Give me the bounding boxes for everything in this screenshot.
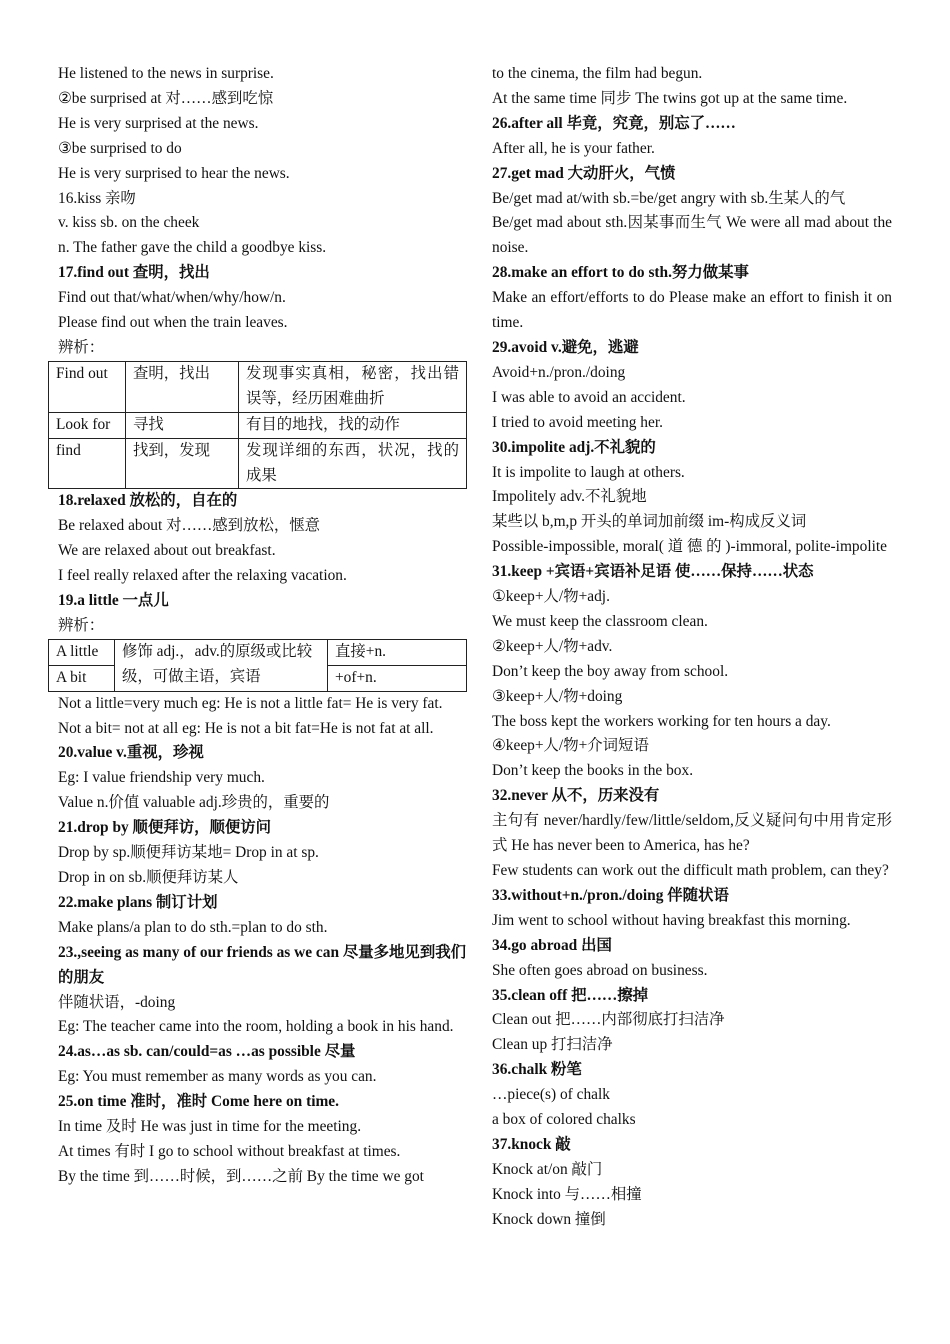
text-line: 伴随状语，-doing bbox=[58, 993, 176, 1011]
table-cell: 查明，找出 bbox=[126, 361, 239, 412]
text-line: Clean up 打扫洁净 bbox=[492, 1036, 613, 1054]
text-line: Value n.价值 valuable adj.珍贵的，重要的 bbox=[58, 794, 330, 812]
table-cell: 修饰 adj.，adv.的原级或比较级，可做主语，宾语 bbox=[115, 639, 328, 691]
text-line: ①keep+人/物+adj. bbox=[492, 588, 610, 606]
text-line: Make plans/a plan to do sth.=plan to do sth. bbox=[58, 918, 328, 936]
text-line: By the time 到……时候，到……之前 By the time we got bbox=[58, 1167, 424, 1185]
text-line: We must keep the classroom clean. bbox=[492, 612, 708, 630]
text-line: 16.kiss 亲吻 bbox=[58, 189, 136, 207]
section-heading: 17.find out 查明，找出 bbox=[58, 264, 210, 282]
section-heading: 19.a little 一点儿 bbox=[58, 592, 169, 610]
section-heading: 28.make an effort to do sth.努力做某事 bbox=[492, 264, 749, 282]
text-line: Don’t keep the boy away from school. bbox=[492, 662, 729, 680]
section-heading: 32.never 从不，历来没有 bbox=[492, 787, 660, 805]
text-line: Clean out 把……内部彻底打扫洁净 bbox=[492, 1011, 725, 1029]
text-line: Impolitely adv.不礼貌地 bbox=[492, 488, 647, 506]
text-line: Eg: I value friendship very much. bbox=[58, 769, 265, 787]
text-line: Eg: You must remember as many words as you can. bbox=[58, 1068, 377, 1086]
section-heading: 26.after all 毕竟，究竟，别忘了…… bbox=[492, 114, 736, 132]
table-cell: Look for bbox=[49, 412, 126, 438]
section-heading: 29.avoid v.避免，逃避 bbox=[492, 338, 639, 356]
text-line: At the same time 同步 The twins got up at the same time. bbox=[492, 89, 848, 107]
table-cell: 发现事实真相，秘密，找出错误等，经历困难曲折 bbox=[239, 361, 467, 412]
table-row bbox=[49, 361, 467, 412]
text-line: …piece(s) of chalk bbox=[492, 1086, 610, 1104]
text-line: Not a bit= not at all eg: He is not a bit fat=He is not fat at all. bbox=[58, 719, 434, 737]
text-line: ③keep+人/物+doing bbox=[492, 687, 623, 705]
text-line: The boss kept the workers working for ten hours a day. bbox=[492, 712, 831, 730]
text-line: We are relaxed about out breakfast. bbox=[58, 542, 276, 560]
table-cell: 寻找 bbox=[126, 412, 239, 438]
section-heading: 22.make plans 制订计划 bbox=[58, 893, 218, 911]
left-column bbox=[58, 62, 466, 1190]
section-heading: 20.value v.重视，珍视 bbox=[58, 744, 204, 762]
text-line: ②be surprised at 对……感到吃惊 bbox=[58, 89, 274, 107]
table-cell: find bbox=[49, 438, 126, 489]
section-heading: 27.get mad 大动肝火，气愤 bbox=[492, 164, 676, 182]
text-line: He is very surprised to hear the news. bbox=[58, 164, 290, 182]
section-heading: 24.as…as sb. can/could=as …as possible 尽量 bbox=[58, 1043, 356, 1061]
section-heading: 31.keep +宾语+宾语补足语 使……保持……状态 bbox=[492, 563, 814, 581]
text-line: Jim went to school without having breakfast this morning. bbox=[492, 911, 851, 929]
text-line: Not a little=very much eg: He is not a little fat= He is very fat. bbox=[58, 694, 443, 712]
text-line: 辨析： bbox=[58, 338, 105, 356]
table-row bbox=[49, 438, 467, 489]
text-line: Drop in on sb.顺便拜访某人 bbox=[58, 869, 239, 886]
text-line: Knock into 与……相撞 bbox=[492, 1185, 642, 1203]
text-line: I feel really relaxed after the relaxing vacation. bbox=[58, 567, 347, 585]
comparison-table-find bbox=[48, 361, 467, 490]
table-cell: 直接+n. bbox=[328, 639, 467, 665]
table-cell: +of+n. bbox=[328, 665, 467, 691]
text-line: Find out that/what/when/why/how/n. bbox=[58, 289, 286, 307]
text-line: 某些以 b,m,p 开头的单词加前缀 im-构成反义词 bbox=[492, 513, 807, 531]
text-line: Make an effort/efforts to do Please make an effort to finish it on time. bbox=[492, 289, 892, 332]
text-line: He is very surprised at the news. bbox=[58, 114, 259, 132]
section-heading: 30.impolite adj.不礼貌的 bbox=[492, 438, 656, 456]
table-cell: Find out bbox=[49, 361, 126, 412]
text-line: Few students can work out the difficult math problem, can they? bbox=[492, 862, 889, 879]
text-line: 辨析： bbox=[58, 616, 105, 634]
text-line: She often goes abroad on business. bbox=[492, 961, 708, 979]
text-line: Be relaxed about 对……感到放松，惬意 bbox=[58, 517, 321, 535]
text-line: Please find out when the train leaves. bbox=[58, 314, 288, 332]
text-line: ②keep+人/物+adv. bbox=[492, 637, 613, 655]
comparison-table-a-little bbox=[48, 639, 467, 692]
table-cell: A bit bbox=[49, 665, 115, 691]
text-line: Avoid+n./pron./doing bbox=[492, 363, 626, 381]
section-heading: 34.go abroad 出国 bbox=[492, 936, 612, 954]
text-line: v. kiss sb. on the cheek bbox=[58, 214, 200, 232]
text-line: Drop by sp.顺便拜访某地= Drop in at sp. bbox=[58, 844, 319, 862]
text-line: a box of colored chalks bbox=[492, 1111, 636, 1129]
right-column bbox=[492, 62, 892, 1233]
section-heading: 25.on time 准时，准时 Come here on time. bbox=[58, 1093, 339, 1111]
table-cell: A little bbox=[49, 639, 115, 665]
text-line: At times 有时 I go to school without breakfast at times. bbox=[58, 1142, 401, 1160]
text-line: In time 及时 He was just in time for the meeting. bbox=[58, 1118, 362, 1136]
table-cell: 发现详细的东西，状况，找的成果 bbox=[239, 438, 467, 489]
table-row bbox=[49, 412, 467, 438]
text-line: Be/get mad about sth.因某事而生气 We were all mad about the noise. bbox=[492, 214, 892, 257]
text-line: ④keep+人/物+介词短语 bbox=[492, 737, 649, 755]
text-line: Possible-impossible, moral( 道 德 的 )-immoral, polite-impolite bbox=[492, 538, 887, 556]
text-line: 主句有 never/hardly/few/little/seldom,反义疑问句中用肯定形式 He has never been to America, has he? bbox=[492, 812, 892, 855]
text-line: After all, he is your father. bbox=[492, 139, 655, 157]
table-row bbox=[49, 639, 467, 665]
section-heading: 21.drop by 顺便拜访，顺便访问 bbox=[58, 819, 272, 837]
text-line: I was able to avoid an accident. bbox=[492, 388, 686, 406]
table-cell: 找到，发现 bbox=[126, 438, 239, 489]
section-heading: 18.relaxed 放松的，自在的 bbox=[58, 492, 238, 510]
text-line: ③be surprised to do bbox=[58, 139, 182, 157]
text-line: Knock down 撞倒 bbox=[492, 1210, 606, 1228]
text-line: Be/get mad at/with sb.=be/get angry with sb.生某人的气 bbox=[492, 189, 846, 207]
text-line: Don’t keep the books in the box. bbox=[492, 762, 694, 780]
text-line: It is impolite to laugh at others. bbox=[492, 463, 685, 481]
text-line: Knock at/on 敲门 bbox=[492, 1160, 603, 1178]
text-line: Eg: The teacher came into the room, holding a book in his hand. bbox=[58, 1018, 454, 1036]
table-cell: 有目的地找，找的动作 bbox=[239, 412, 467, 438]
section-heading: 23.,seeing as many of our friends as we can 尽量多地见到我们的朋友 bbox=[58, 943, 466, 986]
text-line: to the cinema, the film had begun. bbox=[492, 65, 703, 82]
section-heading: 36.chalk 粉笔 bbox=[492, 1061, 582, 1079]
text-line: He listened to the news in surprise. bbox=[58, 65, 274, 82]
text-line: n. The father gave the child a goodbye kiss. bbox=[58, 239, 327, 257]
section-heading: 37.knock 敲 bbox=[492, 1135, 571, 1153]
section-heading: 33.without+n./pron./doing 伴随状语 bbox=[492, 886, 729, 904]
section-heading: 35.clean off 把……擦掉 bbox=[492, 986, 649, 1004]
text-line: I tried to avoid meeting her. bbox=[492, 413, 663, 431]
